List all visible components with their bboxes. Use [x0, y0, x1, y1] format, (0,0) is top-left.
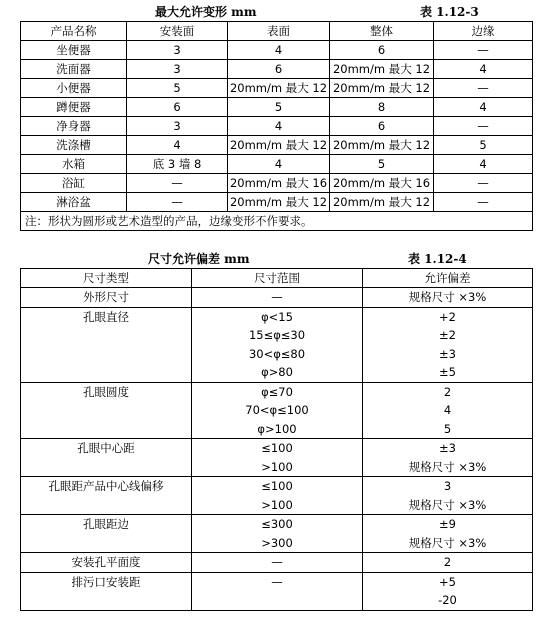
- table1-value-cell: 20mm/m 最大 16: [228, 174, 330, 193]
- deviation-value: 2: [443, 555, 452, 569]
- table2-header-cell: 尺寸类型: [21, 269, 192, 288]
- table2-range-cell: [192, 515, 363, 553]
- table1-row: [21, 136, 533, 155]
- table1-value-cell: 20mm/m 最大 12: [330, 136, 434, 155]
- range-value: —: [271, 555, 283, 569]
- table2-deviation-cell: [363, 477, 533, 515]
- table1-value-cell: 8: [330, 98, 434, 117]
- table1-value-cell: 4: [228, 41, 330, 60]
- table1-header-cell: 整体: [330, 22, 434, 41]
- table1-value-cell: 5: [127, 79, 228, 98]
- range-value: φ>80: [261, 365, 293, 379]
- table2-row: [21, 477, 533, 515]
- deviation-value: 2: [443, 384, 452, 399]
- range-value: 15≤φ≤30: [248, 328, 306, 342]
- table1-value-cell: —: [434, 117, 533, 136]
- max-deformation-table: [20, 21, 533, 231]
- table2-deviation-cell: [363, 307, 533, 382]
- range-value: ≤100: [261, 479, 293, 493]
- deviation-value: 5: [443, 421, 452, 436]
- deviation-value: 规格尺寸 ×3%: [408, 497, 487, 512]
- range-value: φ<15: [261, 309, 293, 324]
- table1-row: [21, 98, 533, 117]
- table2-number: 表 1.12-4: [408, 252, 467, 266]
- table1-value-cell: 6: [228, 60, 330, 79]
- deviation-value: 3: [443, 479, 452, 493]
- table1-product-cell: 坐便器: [21, 41, 127, 60]
- range-value: —: [271, 574, 283, 589]
- table1-value-cell: 20mm/m 最大 12: [330, 193, 434, 212]
- deviation-value: ±3: [439, 441, 456, 455]
- table1-value-cell: 20mm/m 最大 12: [228, 79, 330, 98]
- table2-type-cell: 孔眼圆度: [21, 382, 192, 439]
- range-value: >100: [261, 497, 293, 512]
- table1-value-cell: 底 3 墙 8: [127, 155, 228, 174]
- table2-row: [21, 307, 533, 382]
- range-value: φ>100: [257, 421, 297, 436]
- table1-value-cell: —: [127, 174, 228, 193]
- table2-deviation-cell: [363, 553, 533, 573]
- table2-range-cell: [192, 477, 363, 515]
- table1-row: [21, 117, 533, 136]
- deviation-value: ±2: [439, 328, 456, 342]
- size-tolerance-table: [20, 268, 533, 611]
- table1-value-cell: 3: [127, 117, 228, 136]
- table1-title: 最大允许变形 mm: [155, 5, 257, 19]
- table1-value-cell: —: [434, 79, 533, 98]
- table1-caption: [0, 2, 546, 20]
- table2-row: [21, 572, 533, 610]
- deviation-value: +2: [439, 309, 456, 324]
- table2-header-cell: 允许偏差: [363, 269, 533, 288]
- table1-value-cell: 20mm/m 最大 12: [330, 79, 434, 98]
- table2-deviation-cell: [363, 572, 533, 610]
- table1-row: [21, 174, 533, 193]
- table1-row: [21, 60, 533, 79]
- table1-value-cell: 3: [127, 60, 228, 79]
- table1-value-cell: —: [434, 41, 533, 60]
- table2-range-cell: [192, 439, 363, 477]
- table1-value-cell: 4: [434, 155, 533, 174]
- table1-value-cell: 6: [127, 98, 228, 117]
- table2-deviation-cell: [363, 439, 533, 477]
- deviation-value: 4: [443, 403, 452, 417]
- table1-value-cell: —: [127, 193, 228, 212]
- deviation-value: 规格尺寸 ×3%: [408, 459, 487, 474]
- table1-note: 注：形状为圆形或艺术造型的产品，边缘变形不作要求。: [21, 212, 533, 231]
- deviation-value: +5: [439, 574, 456, 589]
- table2-row: [21, 553, 533, 573]
- table1-value-cell: —: [434, 193, 533, 212]
- table1-product-cell: 淋浴盆: [21, 193, 127, 212]
- table2-range-cell: [192, 572, 363, 610]
- range-value: ≤100: [261, 441, 293, 455]
- table1-value-cell: 20mm/m 最大 12: [330, 60, 434, 79]
- table1-product-cell: 洗涤槽: [21, 136, 127, 155]
- table1-header-cell: 产品名称: [21, 22, 127, 41]
- table2-range-cell: [192, 288, 363, 308]
- table1-row: [21, 193, 533, 212]
- table1-value-cell: 4: [127, 136, 228, 155]
- table1-value-cell: 3: [127, 41, 228, 60]
- table1-product-cell: 小便器: [21, 79, 127, 98]
- range-value: >300: [261, 535, 293, 550]
- table2-caption: [0, 249, 546, 267]
- table2-type-cell: 排污口安装距: [21, 572, 192, 610]
- range-value: >100: [261, 459, 293, 474]
- table2-type-cell: 安装孔平面度: [21, 553, 192, 573]
- table1-value-cell: 4: [434, 60, 533, 79]
- table2-range-cell: [192, 553, 363, 573]
- range-value: —: [271, 290, 283, 304]
- table1-value-cell: 6: [330, 117, 434, 136]
- table2-row: [21, 382, 533, 439]
- table2-header-row: [21, 269, 533, 288]
- table2-type-cell: 外形尺寸: [21, 288, 192, 308]
- table1-value-cell: 20mm/m 最大 12: [228, 193, 330, 212]
- table2-row: [21, 439, 533, 477]
- table1-header-cell: 表面: [228, 22, 330, 41]
- deviation-value: 规格尺寸 ×3%: [408, 290, 487, 304]
- table1-value-cell: 4: [228, 155, 330, 174]
- deviation-value: ±5: [439, 365, 456, 379]
- table2-row: [21, 515, 533, 553]
- table2-range-cell: [192, 307, 363, 382]
- table1-header-row: [21, 22, 533, 41]
- table2-type-cell: 孔眼距边: [21, 515, 192, 553]
- table1-product-cell: 水箱: [21, 155, 127, 174]
- table1-product-cell: 洗面器: [21, 60, 127, 79]
- table1-value-cell: —: [434, 174, 533, 193]
- table1-value-cell: 20mm/m 最大 12: [228, 136, 330, 155]
- table2-deviation-cell: [363, 382, 533, 439]
- table1-product-cell: 净身器: [21, 117, 127, 136]
- table1-value-cell: 4: [434, 98, 533, 117]
- table1-number: 表 1.12-3: [420, 5, 479, 19]
- table1-value-cell: 5: [330, 155, 434, 174]
- range-value: φ≤70: [261, 384, 293, 399]
- table2-type-cell: 孔眼中心距: [21, 439, 192, 477]
- table1-product-cell: 浴缸: [21, 174, 127, 193]
- deviation-value: 规格尺寸 ×3%: [408, 535, 487, 550]
- table2-title: 尺寸允许偏差 mm: [148, 252, 250, 266]
- table2-range-cell: [192, 382, 363, 439]
- deviation-value: ±3: [439, 346, 456, 361]
- table2-deviation-cell: [363, 515, 533, 553]
- table1-value-cell: 20mm/m 最大 16: [330, 174, 434, 193]
- table1-value-cell: 4: [228, 117, 330, 136]
- table1-row: [21, 79, 533, 98]
- table1-value-cell: 6: [330, 41, 434, 60]
- table1-note-row: [21, 212, 533, 231]
- table2-type-cell: 孔眼距产品中心线偏移: [21, 477, 192, 515]
- table2-deviation-cell: [363, 288, 533, 308]
- range-value: 70<φ≤100: [245, 403, 309, 417]
- table2-header-cell: 尺寸范围: [192, 269, 363, 288]
- table1-product-cell: 蹲便器: [21, 98, 127, 117]
- table1-row: [21, 155, 533, 174]
- table1-header-cell: 安装面: [127, 22, 228, 41]
- table1-value-cell: 5: [228, 98, 330, 117]
- table2-type-cell: 孔眼直径: [21, 307, 192, 382]
- deviation-value: ±9: [439, 517, 456, 531]
- table2-row: [21, 288, 533, 308]
- deviation-value: -20: [438, 593, 457, 607]
- table1-header-cell: 边缘: [434, 22, 533, 41]
- range-value: ≤300: [261, 517, 293, 531]
- table1-row: [21, 41, 533, 60]
- table1-value-cell: 5: [434, 136, 533, 155]
- range-value: 30<φ≤80: [248, 346, 306, 361]
